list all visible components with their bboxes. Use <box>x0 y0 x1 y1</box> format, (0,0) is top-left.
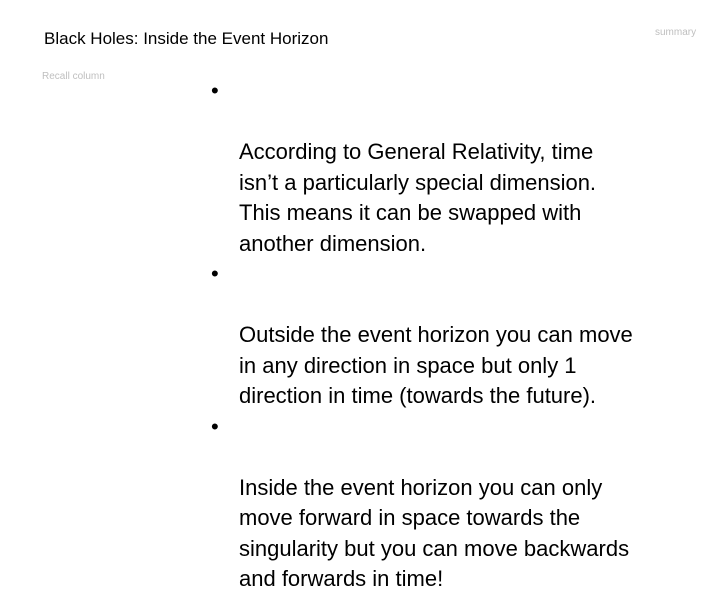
bullet-item <box>211 259 711 412</box>
bullet-item <box>211 412 711 595</box>
bullet-text: Outside the event horizon you can move in any direction in space but only 1 direction in time (towards the future). <box>239 322 633 408</box>
bullet-item <box>211 76 711 259</box>
bullet-text: Inside the event horizon you can only move forward in space towards the singularity but you can move backwards and forwards in time! <box>239 474 630 591</box>
bullet-dot-icon: • <box>211 261 219 286</box>
slide-title: Black Holes: Inside the Event Horizon <box>44 29 329 48</box>
bullet-dot-icon: • <box>211 78 219 103</box>
recall-column-label: Recall column <box>42 71 105 82</box>
bullet-text: According to General Relativity, time isn’t a particularly special dimension. This means it can be swapped with another dimension. <box>239 139 597 256</box>
summary-label: summary <box>655 27 697 38</box>
bullet-dot-icon: • <box>211 413 219 439</box>
bullet-list <box>211 76 711 595</box>
